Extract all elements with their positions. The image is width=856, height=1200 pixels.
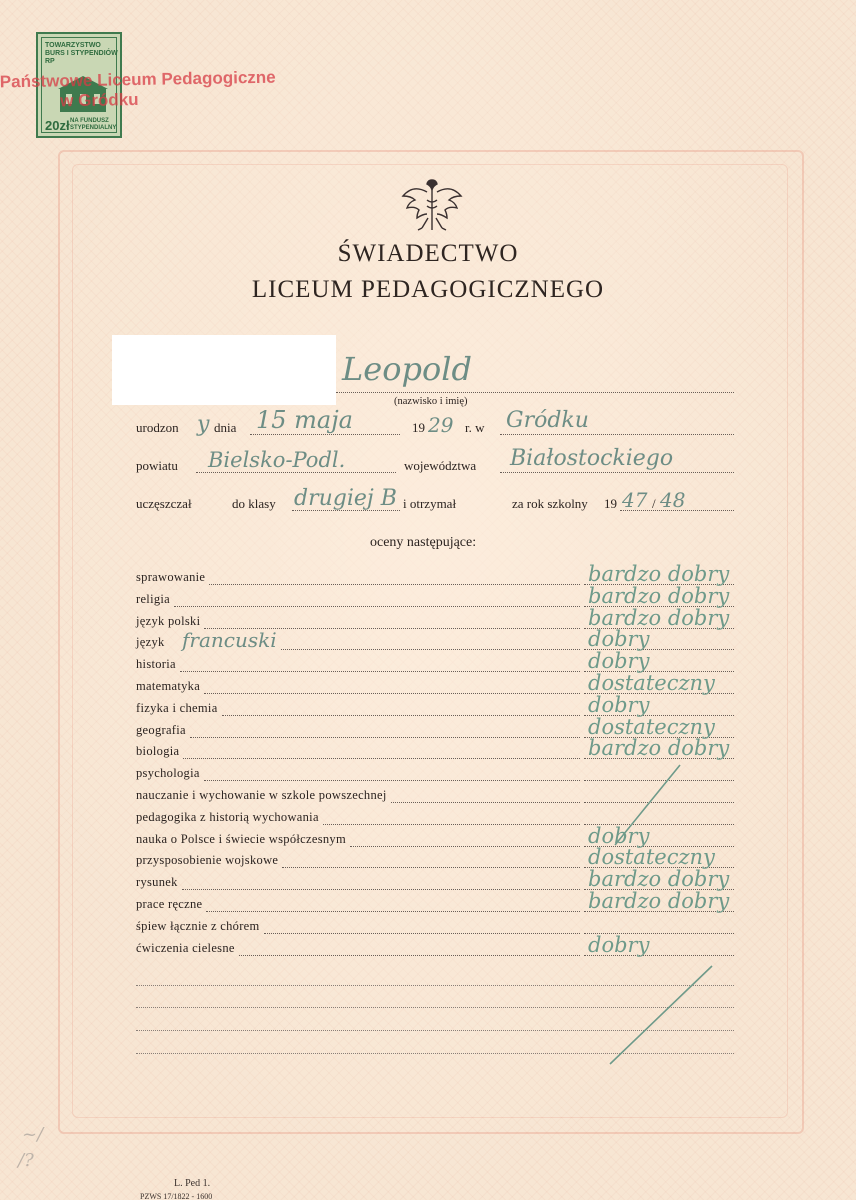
subject-grade: dobry <box>588 627 650 652</box>
stamp-value: 20zł <box>45 118 70 133</box>
label-county: powiatu <box>136 458 178 473</box>
label-to-class: do klasy <box>232 496 276 511</box>
school-stamp-line2: w Gródku <box>60 89 139 111</box>
grade-row <box>136 932 734 961</box>
voivodeship-dotted-line <box>500 472 734 473</box>
subject-grade: bardzo dobry <box>588 583 730 608</box>
label-born: urodzon <box>136 420 179 435</box>
county-value: Bielsko-Podl. <box>208 448 346 472</box>
school-stamp-line1: Państwowe Liceum Pedagogiczne <box>0 67 276 92</box>
subject-grade: bardzo dobry <box>588 889 730 913</box>
pencil-mark: /? <box>18 1150 34 1171</box>
birth-day-month: 15 maja <box>256 406 353 434</box>
birth-year-prefix: 19 <box>412 420 425 435</box>
certificate-subtitle: LICEUM PEDAGOGICZNEGO <box>251 276 605 303</box>
subject-leader-dots <box>180 671 580 672</box>
subject-name: sprawowanie <box>136 570 206 584</box>
subject-leader-dots <box>204 780 580 781</box>
certificate-title: ŚWIADECTWO <box>337 240 519 267</box>
subject-leader-dots <box>391 802 580 803</box>
subject-name: nauka o Polsce i świecie współczesnym <box>136 831 347 846</box>
school-stamp <box>0 68 276 113</box>
subject-name: religia <box>136 591 171 606</box>
subject-name: ćwiczenia cielesne <box>136 940 235 955</box>
subject-name: pedagogika z historią wychowania <box>136 809 319 824</box>
form-code: L. Ped 1. <box>174 1178 211 1189</box>
name-dotted-line <box>336 392 734 393</box>
subject-name: fizyka i chemia <box>136 700 218 715</box>
stamp-org-text: TOWARZYSTWO BURS I STYPENDIÓW RP <box>45 42 118 65</box>
subject-name: geografia <box>136 722 186 737</box>
subject-leader-dots <box>281 649 580 650</box>
subject-name: rysunek <box>136 875 178 890</box>
subject-leader-dots <box>323 824 580 825</box>
born-suffix: y <box>197 412 210 437</box>
subject-leader-dots <box>190 737 580 738</box>
subject-language: francuski <box>182 628 277 653</box>
eagle-emblem-icon <box>400 170 464 234</box>
school-year-prefix: 19 <box>604 496 617 511</box>
subject-leader-dots <box>204 693 580 694</box>
subject-grade: dobry <box>588 932 650 957</box>
subject-name: język <box>136 635 165 650</box>
grade-row <box>136 889 734 917</box>
school-year-end: 48 <box>660 488 686 512</box>
student-first-name: Leopold <box>342 350 472 388</box>
label-day: dnia <box>214 420 237 435</box>
county-dotted-line <box>196 472 396 473</box>
redacted-surname <box>112 335 336 405</box>
subject-name: śpiew łącznie z chórem <box>136 918 260 933</box>
subject-name: przysposobienie wojskowe <box>136 853 279 868</box>
subject-name: psychologia <box>136 766 200 781</box>
pencil-mark: ~/ <box>22 1124 44 1145</box>
subject-grade: dobry <box>588 692 650 717</box>
day-dotted-line <box>250 434 400 435</box>
subject-leader-dots <box>183 758 580 759</box>
blank-cancel-stroke <box>600 960 720 1070</box>
subject-name: historia <box>136 657 176 672</box>
class-value: drugiej B <box>294 486 397 511</box>
subject-grade: bardzo dobry <box>588 867 730 892</box>
label-attended: uczęszczał <box>136 496 192 511</box>
school-year-start: 47 <box>622 488 648 512</box>
grades-heading: oceny następujące: <box>370 535 477 550</box>
label-year-in: r. w <box>465 420 485 435</box>
label-voivodeship: województwa <box>404 458 477 473</box>
subject-grade: bardzo dobry <box>588 562 730 586</box>
subject-grade: dobry <box>588 823 650 848</box>
subject-leader-dots <box>239 955 580 956</box>
subject-leader-dots <box>174 606 580 607</box>
subject-leader-dots <box>182 889 580 890</box>
subject-name: język polski <box>136 613 201 628</box>
print-code: PZWS 17/1822 - 1600 <box>140 1192 213 1200</box>
birth-place: Gródku <box>506 408 589 433</box>
school-year-slash: / <box>652 496 656 511</box>
subject-name: nauczanie i wychowanie w szkole powszechnej <box>136 788 387 802</box>
subject-leader-dots <box>206 911 580 912</box>
place-dotted-line <box>500 434 734 435</box>
subject-grade: dostateczny <box>588 845 715 870</box>
subject-name: biologia <box>136 744 180 759</box>
subject-grade: bardzo dobry <box>588 736 730 761</box>
name-caption: (nazwisko i imię) <box>394 396 468 407</box>
grade-cancel-stroke <box>600 760 700 850</box>
voivodeship-value: Białostockiego <box>510 446 674 471</box>
subject-name: matematyka <box>136 679 201 693</box>
subject-leader-dots <box>264 933 580 934</box>
label-received: i otrzymał <box>403 496 457 511</box>
subject-grade: dostateczny <box>588 714 715 739</box>
subject-name: prace ręczne <box>136 897 203 911</box>
subject-leader-dots <box>350 846 580 847</box>
subject-leader-dots <box>282 867 580 868</box>
birth-year-suffix: 29 <box>428 413 454 437</box>
subject-grade: bardzo dobry <box>588 605 730 630</box>
subject-leader-dots <box>209 584 580 585</box>
subject-leader-dots <box>222 715 580 716</box>
subject-grade: dobry <box>588 649 650 674</box>
label-school-year: za rok szkolny <box>512 496 588 511</box>
stamp-fund-text: NA FUNDUSZ STYPENDIALNY <box>70 118 117 131</box>
subject-grade: dostateczny <box>588 671 715 695</box>
school-year-dotted-line <box>620 510 734 511</box>
